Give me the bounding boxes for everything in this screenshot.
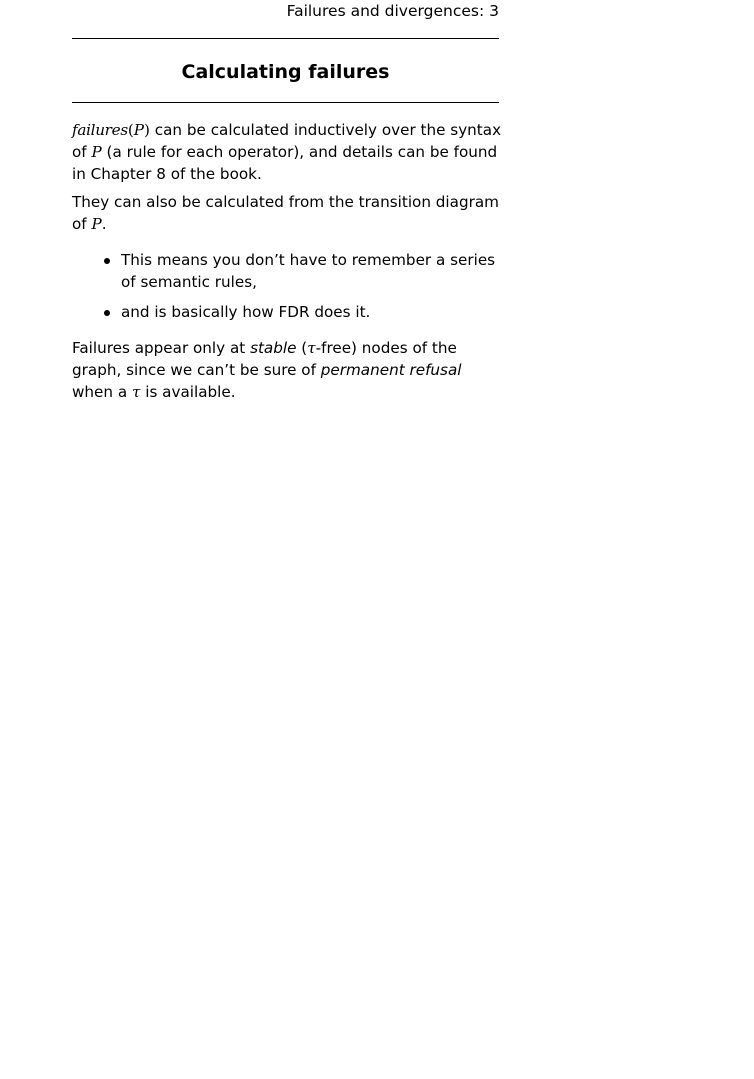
- paragraph-text: Failures appear only at: [72, 339, 251, 357]
- slide-body: [72, 119, 502, 409]
- page-header: [72, 0, 499, 22]
- paragraph-text: They can also be calculated from the transition diagram of: [72, 193, 499, 233]
- tau-symbol: τ: [307, 339, 316, 357]
- paragraph-text: is available.: [140, 383, 236, 401]
- top-rule: [72, 38, 499, 39]
- paragraph-failures-definition: [72, 119, 502, 185]
- tau-symbol: τ: [131, 383, 141, 401]
- list-item: [121, 249, 502, 293]
- process-variable: P: [91, 143, 102, 161]
- close-paren: ): [144, 121, 150, 139]
- bullet-icon: [104, 310, 110, 316]
- slide-title: Calculating failures: [181, 61, 390, 83]
- paragraph-transition-diagram: [72, 191, 502, 235]
- bullet-icon: [104, 258, 110, 264]
- process-variable: P: [91, 215, 102, 233]
- failures-function-name: failures: [72, 121, 128, 139]
- emphasis-stable: stable: [250, 339, 297, 357]
- process-variable: P: [133, 121, 144, 139]
- page-number: 3: [489, 2, 499, 20]
- paragraph-text: when a: [72, 383, 132, 401]
- emphasis-permanent-refusal: permanent refusal: [320, 361, 462, 379]
- paragraph-text: can be calculated inductively over the syntax of: [72, 121, 502, 161]
- paragraph-text: (a rule for each operator), and details can be found in Chapter 8 of the book.: [72, 143, 498, 183]
- paragraph-stable-nodes: [72, 337, 502, 403]
- open-paren: (: [127, 121, 134, 139]
- paragraph-text: .: [101, 215, 107, 233]
- list-item: [121, 301, 502, 323]
- header-text: Failures and divergences:: [286, 2, 485, 20]
- bullet-list: [72, 249, 502, 323]
- list-item-text: and is basically how FDR does it.: [121, 303, 371, 321]
- paragraph-text: (: [296, 339, 308, 357]
- bottom-rule: [72, 102, 499, 103]
- paragraph-text: -free) nodes of the graph, since we can’t be sure of: [72, 339, 457, 379]
- list-item-text: This means you don’t have to remember a series of semantic rules,: [121, 251, 496, 291]
